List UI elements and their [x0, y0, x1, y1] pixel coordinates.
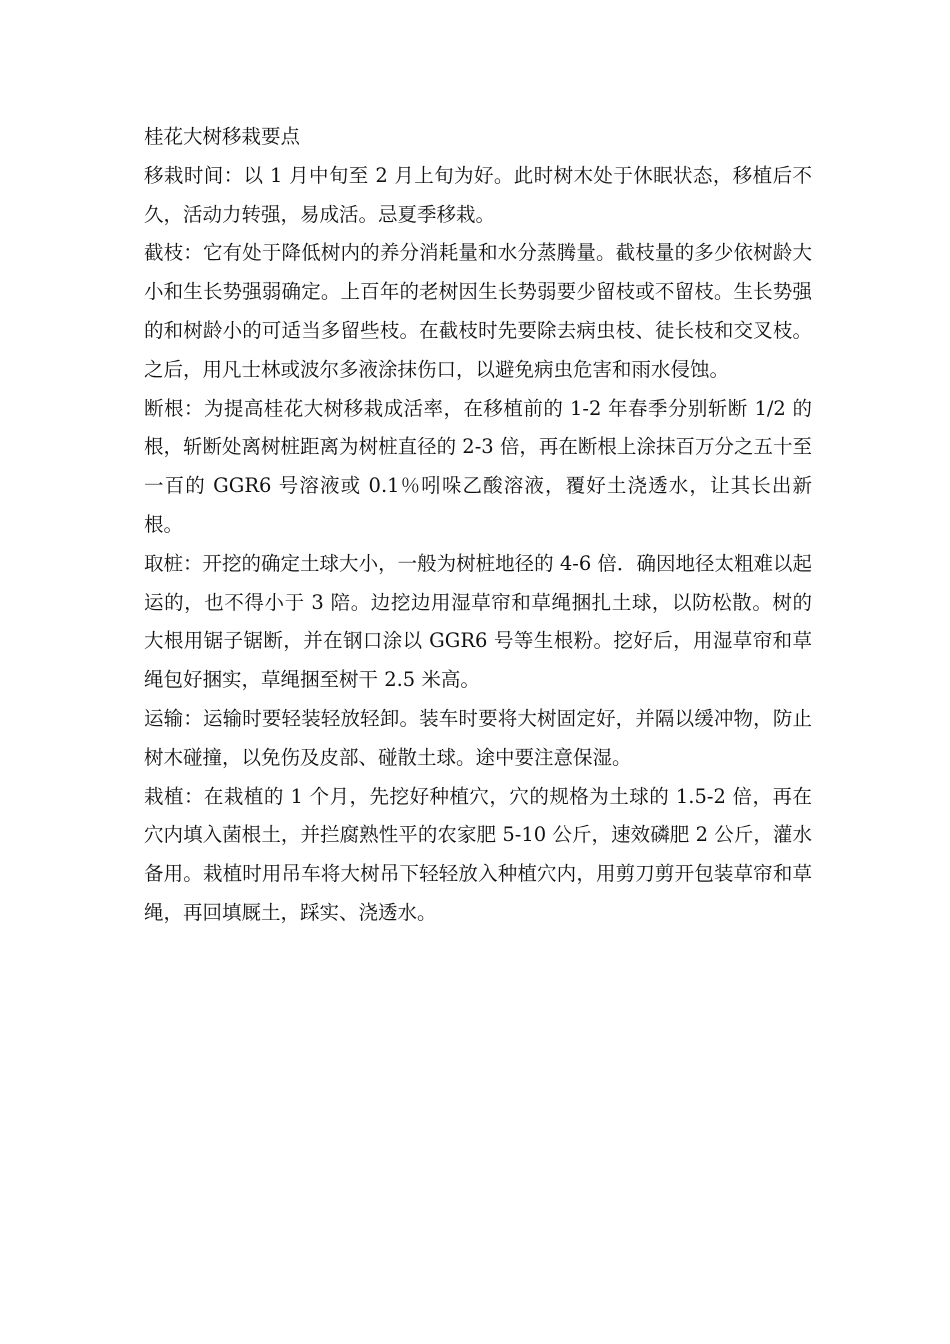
- document-body: [144, 118, 812, 933]
- paragraph-root-cutting: 断根：为提高桂花大树移栽成活率，在移植前的 1-2 年春季分别斩断 1/2 的根，斩断处离树桩距离为树桩直径的 2-3 倍，再在断根上涂抹百万分之五十至一百的 GGR6 号溶液或 0.1％吲哚乙酸溶液，覆好土浇透水，让其长出新根。: [144, 396, 812, 536]
- paragraph-transport: 运输：运输时要轻装轻放轻卸。装车时要将大树固定好，并隔以缓冲物，防止树木碰撞，以免伤及皮部、碰散土球。途中要注意保湿。: [144, 706, 812, 769]
- paragraph-digging: 取桩：开挖的确定土球大小，一般为树桩地径的 4-6 倍．确因地径太粗难以起运的，也不得小于 3 陪。边挖边用湿草帘和草绳捆扎土球，以防松散。树的大根用锯子锯断，并在钢口涂以 GGR6 号等生根粉。挖好后，用湿草帘和草绳包好捆实，草绳捆至树干 2.5 米高。: [144, 551, 812, 692]
- paragraph-transplant-time: 移栽时间：以 1 月中旬至 2 月上旬为好。此时树木处于休眠状态，移植后不久，活动力转强，易成活。忌夏季移栽。: [144, 163, 812, 226]
- paragraph-pruning: 截枝：它有处于降低树内的养分消耗量和水分蒸腾量。截枝量的多少依树龄大小和生长势强弱确定。上百年的老树因生长势弱要少留枝或不留枝。生长势强的和树龄小的可适当多留些枝。在截枝时先要除去病虫枝、徒长枝和交叉枝。之后，用凡士林或波尔多液涂抹伤口，以避免病虫危害和雨水侵蚀。: [144, 241, 812, 381]
- paragraph-planting: 栽植：在栽植的 1 个月，先挖好种植穴，穴的规格为土球的 1.5-2 倍，再在穴内填入菌根土，并拦腐熟性平的农家肥 5-10 公斤，速效磷肥 2 公斤，灌水备用。栽植时用吊车将大树吊下轻轻放入种植穴内，用剪刀剪开包装草帘和草绳，再回填厩土，踩实、浇透水。: [144, 784, 812, 924]
- document-title: 桂花大树移栽要点: [144, 125, 301, 148]
